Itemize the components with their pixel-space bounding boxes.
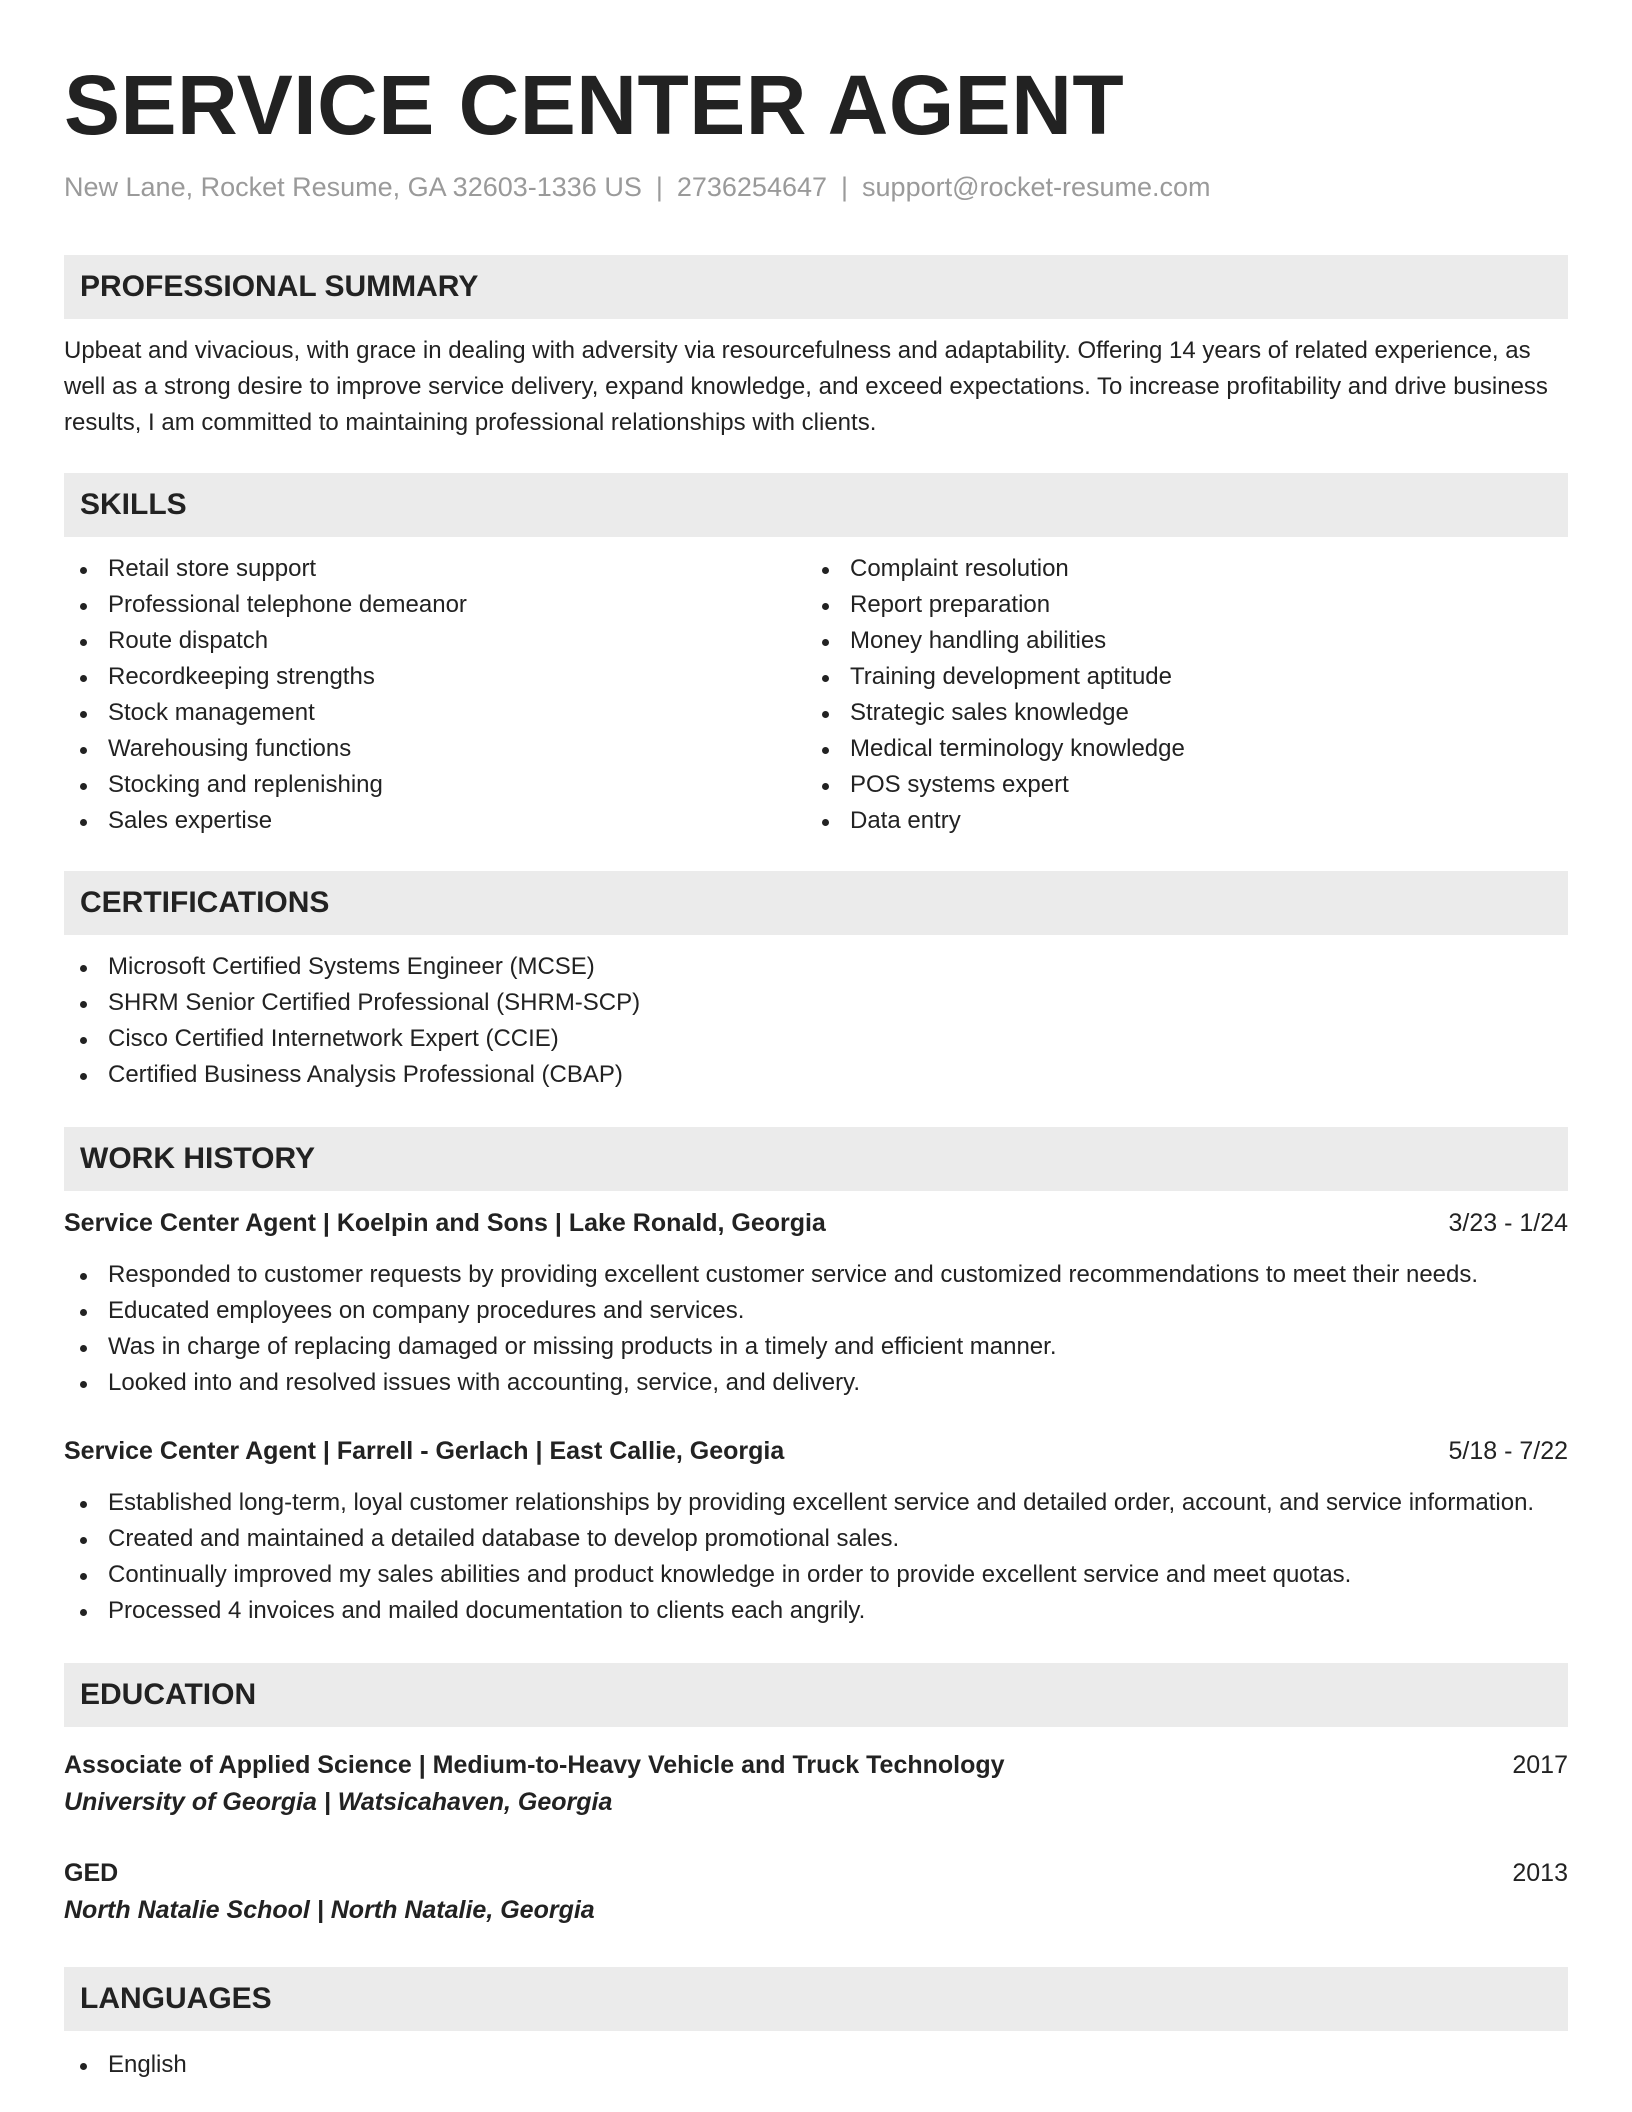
skill-item: Professional telephone demeanor xyxy=(64,587,806,623)
job-bullet: Established long-term, loyal customer relationships by providing excellent service and detailed order, account, and service information. xyxy=(64,1485,1568,1521)
education-year: 2017 xyxy=(1512,1751,1568,1779)
skill-item: Stocking and replenishing xyxy=(64,767,806,803)
summary-text: Upbeat and vivacious, with grace in dealing with adversity via resourcefulness and adaptability. Offering 14 years of related experience, as well as a strong desire to improve service delivery, expand knowledge, and exceed expectations. To increase profitability and drive business results, I am committed to maintaining professional relationships with clients. xyxy=(64,337,1548,436)
skill-item: Retail store support xyxy=(64,551,806,587)
education-school: University of Georgia | Watsicahaven, Georgia xyxy=(64,1788,613,1816)
contact-email[interactable]: support@rocket-resume.com xyxy=(862,172,1211,202)
languages-section-header: LANGUAGES xyxy=(64,1967,1568,2031)
job-heading-row xyxy=(64,1433,1568,1469)
job-heading-row xyxy=(64,1205,1568,1241)
job-title: Service Center Agent | Koelpin and Sons | Lake Ronald, Georgia xyxy=(64,1209,826,1237)
job-dates: 5/18 - 7/22 xyxy=(1448,1437,1568,1465)
education-heading-row xyxy=(64,1747,1568,1783)
skill-item: POS systems expert xyxy=(806,767,1548,803)
contact-phone: 2736254647 xyxy=(676,172,828,202)
job-bullets xyxy=(64,1485,1568,1629)
job-bullets xyxy=(64,1257,1568,1401)
job-entry xyxy=(64,1205,1568,1401)
skill-item: Money handling abilities xyxy=(806,623,1548,659)
education-section-header: EDUCATION xyxy=(64,1663,1568,1727)
certifications-section-header: CERTIFICATIONS xyxy=(64,871,1568,935)
job-bullet: Was in charge of replacing damaged or missing products in a timely and efficient manner. xyxy=(64,1329,1568,1365)
certification-item: Microsoft Certified Systems Engineer (MCSE) xyxy=(64,949,1568,985)
job-entry xyxy=(64,1433,1568,1629)
skill-item: Stock management xyxy=(64,695,806,731)
contact-separator: | xyxy=(841,172,849,202)
skill-item: Report preparation xyxy=(806,587,1548,623)
skill-item: Sales expertise xyxy=(64,803,806,839)
skill-item: Medical terminology knowledge xyxy=(806,731,1548,767)
education-heading-row xyxy=(64,1855,1568,1891)
job-bullet: Looked into and resolved issues with accounting, service, and delivery. xyxy=(64,1365,1568,1401)
skill-item: Strategic sales knowledge xyxy=(806,695,1548,731)
skill-item: Route dispatch xyxy=(64,623,806,659)
education-degree: GED xyxy=(64,1859,119,1887)
job-bullet: Responded to customer requests by providing excellent customer service and customized recommendations to meet their needs. xyxy=(64,1257,1568,1293)
resume-page xyxy=(64,0,1568,2083)
skill-item: Training development aptitude xyxy=(806,659,1548,695)
contact-separator: | xyxy=(655,172,663,202)
skills-section-header: SKILLS xyxy=(64,473,1568,537)
education-school: North Natalie School | North Natalie, Georgia xyxy=(64,1896,595,1924)
job-bullet: Educated employees on company procedures and services. xyxy=(64,1293,1568,1329)
skill-item: Data entry xyxy=(806,803,1548,839)
education-degree: Associate of Applied Science | Medium-to-Heavy Vehicle and Truck Technology xyxy=(64,1751,1005,1779)
certifications-list xyxy=(64,949,1568,1093)
skills-column-right xyxy=(806,551,1548,839)
education-entry xyxy=(64,1855,1568,1929)
language-item: English xyxy=(64,2047,1568,2083)
candidate-name: SERVICE CENTER AGENT xyxy=(64,58,1125,152)
contact-address: New Lane, Rocket Resume, GA 32603-1336 US xyxy=(64,172,642,202)
work-history-section-header: WORK HISTORY xyxy=(64,1127,1568,1191)
skill-item: Complaint resolution xyxy=(806,551,1548,587)
job-bullet: Processed 4 invoices and mailed documentation to clients each angrily. xyxy=(64,1593,1568,1629)
job-bullet: Continually improved my sales abilities and product knowledge in order to provide excellent service and meet quotas. xyxy=(64,1557,1568,1593)
contact-line xyxy=(64,169,1568,205)
certification-item: Cisco Certified Internetwork Expert (CCIE) xyxy=(64,1021,1568,1057)
education-year: 2013 xyxy=(1512,1859,1568,1887)
skills-column-left xyxy=(64,551,806,839)
job-dates: 3/23 - 1/24 xyxy=(1448,1209,1568,1237)
skill-item: Warehousing functions xyxy=(64,731,806,767)
skill-item: Recordkeeping strengths xyxy=(64,659,806,695)
languages-list xyxy=(64,2047,1568,2083)
education-entry xyxy=(64,1747,1568,1821)
job-bullet: Created and maintained a detailed database to develop promotional sales. xyxy=(64,1521,1568,1557)
skills-list xyxy=(64,551,1568,839)
summary-section-header: PROFESSIONAL SUMMARY xyxy=(64,255,1568,319)
job-title: Service Center Agent | Farrell - Gerlach | East Callie, Georgia xyxy=(64,1437,785,1465)
certification-item: SHRM Senior Certified Professional (SHRM-SCP) xyxy=(64,985,1568,1021)
certification-item: Certified Business Analysis Professional (CBAP) xyxy=(64,1057,1568,1093)
